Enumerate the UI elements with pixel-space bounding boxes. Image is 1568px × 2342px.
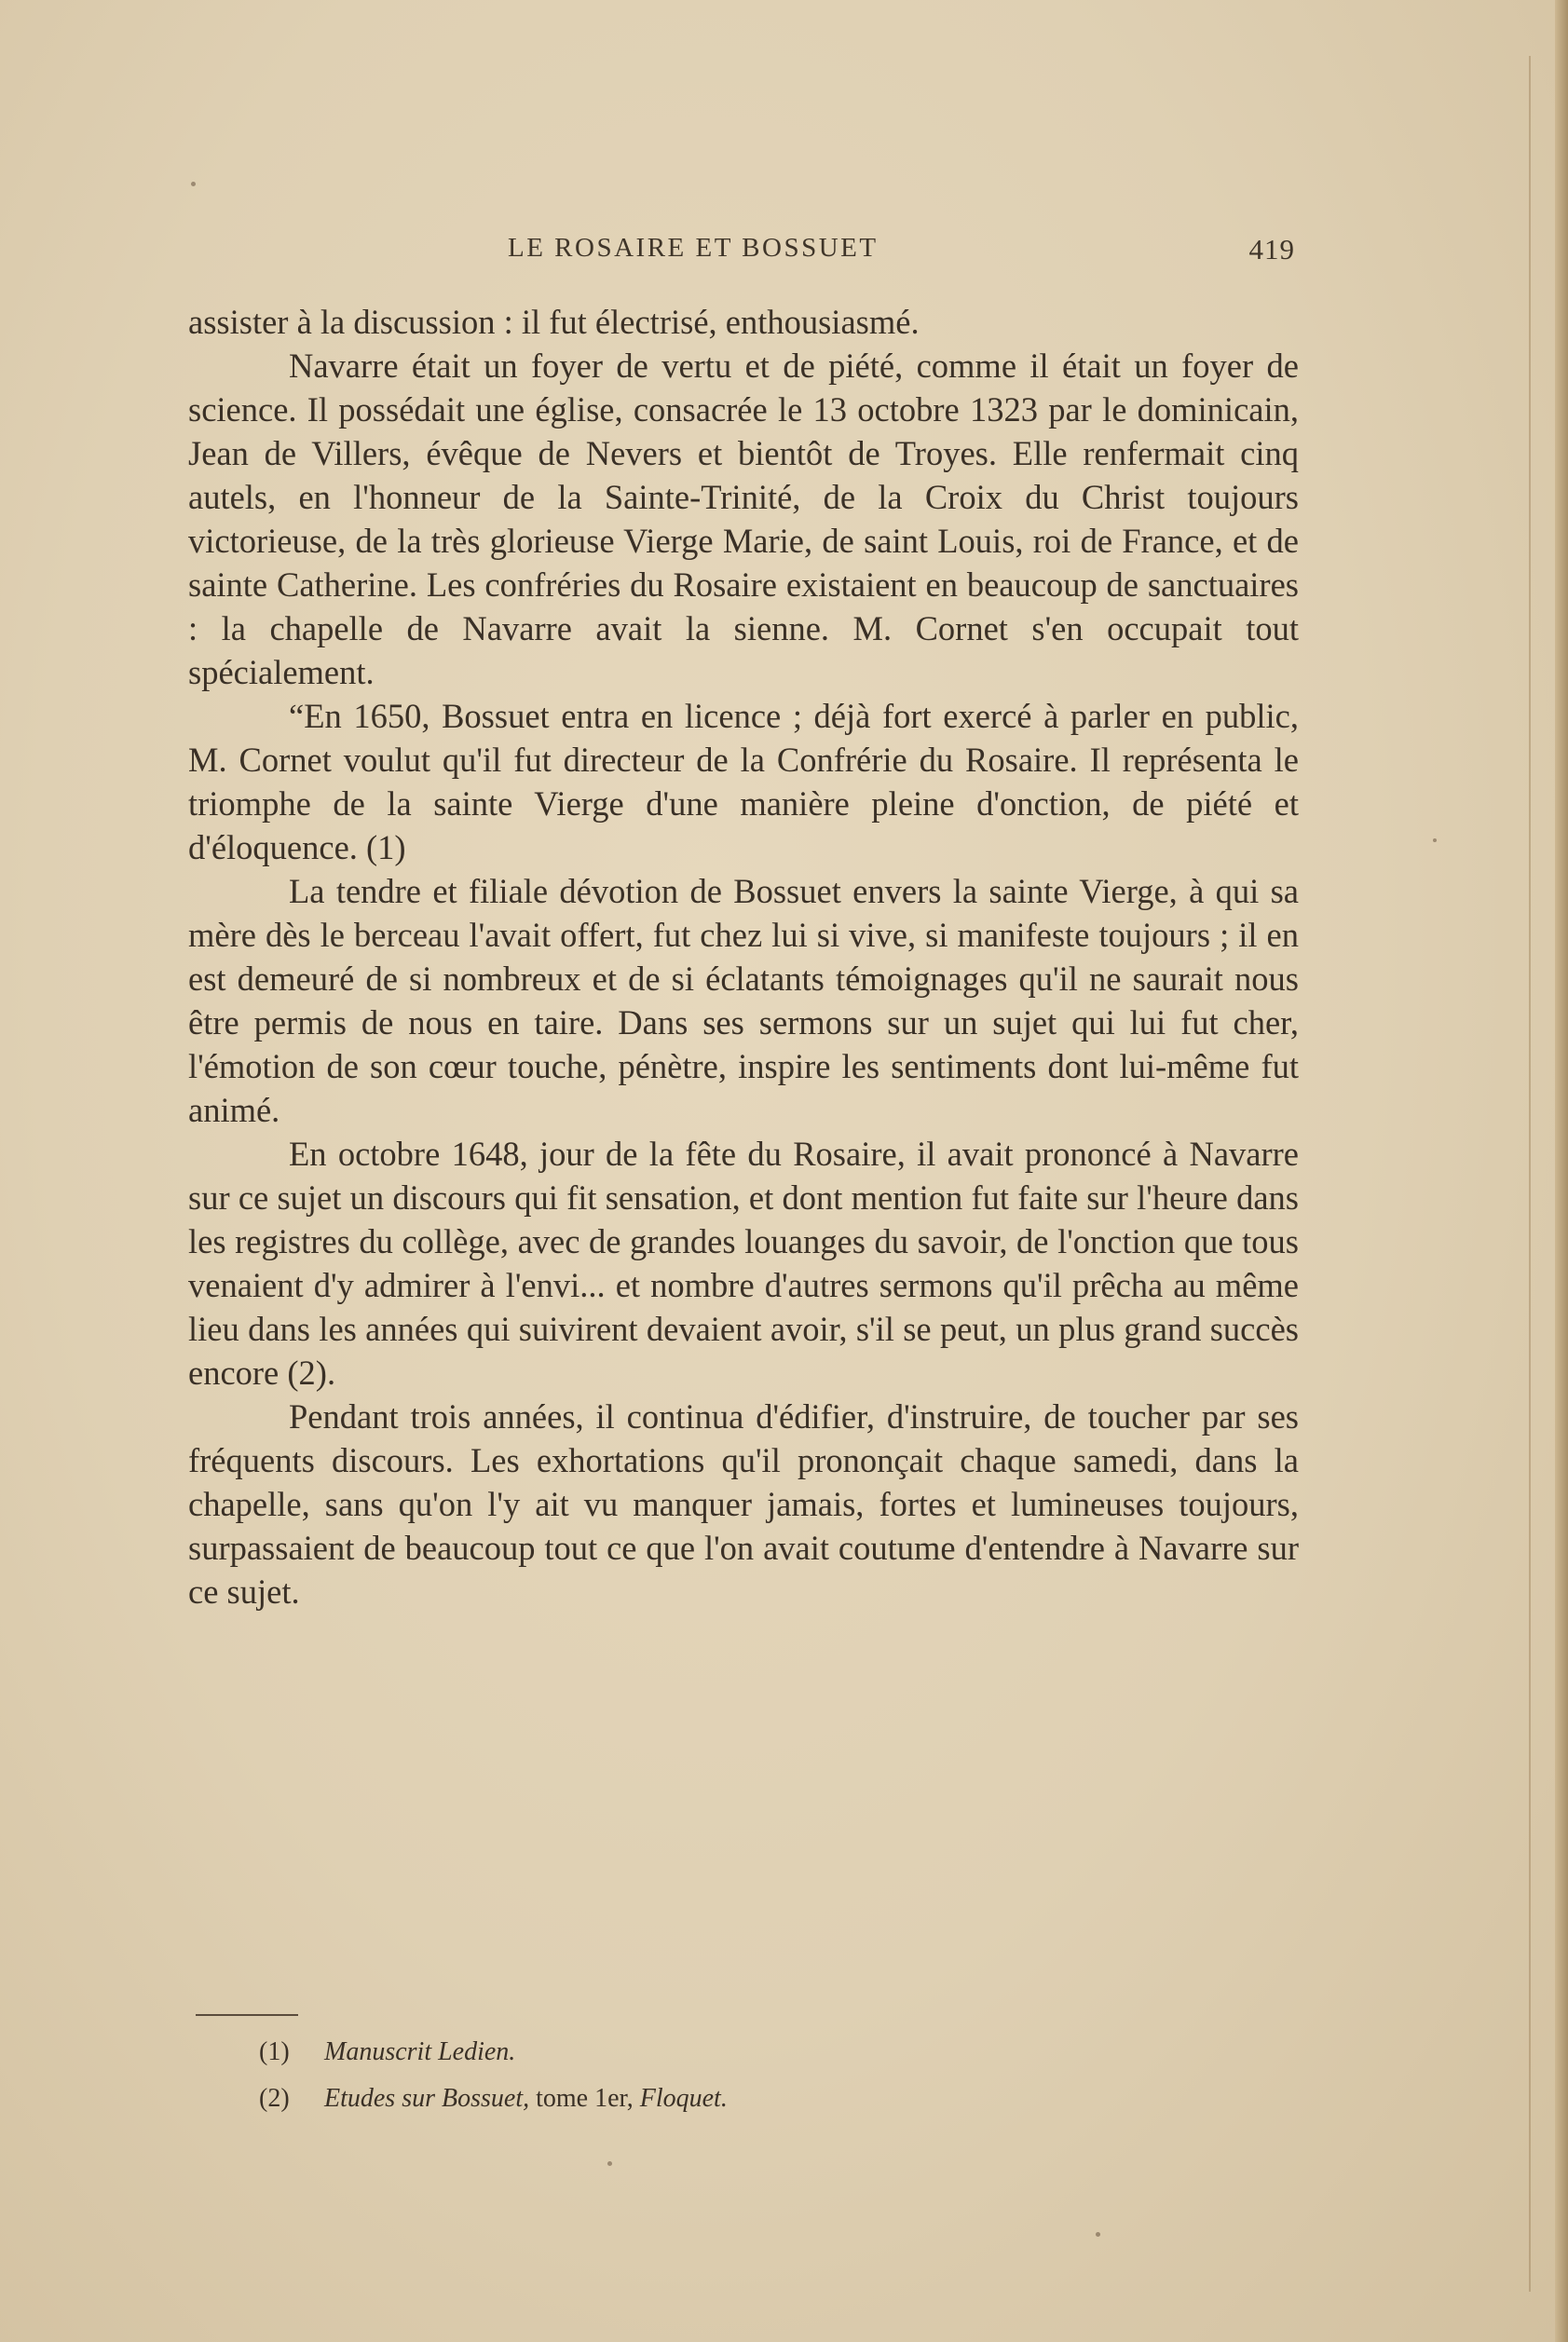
footnote-1 [259,2029,1098,2076]
paper-speck [607,2161,612,2166]
paper-speck [1096,2232,1100,2237]
page-fold-line [1529,56,1531,2292]
page-edge [1555,0,1568,2342]
footnote-rule [196,2014,298,2016]
main-text [188,300,1299,1614]
paragraph-5: En octobre 1648, jour de la fête du Rosaire, il avait prononcé à Navarre sur ce sujet un discours qui fit sensation, et dont mention fut faite sur l'heure dans les registres du collège, avec de grandes louanges du savoir, de l'onction que tous venaient d'y admirer à l'envi... et nombre d'autres sermons qu'il prêcha au même lieu dans les années qui suivirent devaient avoir, s'il se peut, un plus grand succès encore (2). [188,1135,1299,1392]
paragraph-3: “En 1650, Bossuet entra en licence ; déjà fort exercé à parler en public, M. Cornet voulut qu'il fut directeur de la Confrérie du Rosaire. Il représenta le triomphe de la sainte Vierge d'une manière pleine d'onction, de piété et d'éloquence. (1) [188,697,1299,866]
paragraph-1: assister à la discussion : il fut électrisé, enthousiasmé. [188,303,920,341]
footnote-author: Floquet. [639,2084,728,2113]
header-title: LE ROSAIRE ET BOSSUET [508,233,879,263]
running-header [186,233,1295,274]
paper-speck [191,182,196,186]
paragraph-6: Pendant trois années, il continua d'édifier, d'instruire, de toucher par ses fréquents discours. Les exhortations qu'il prononçait chaque samedi, dans la chapelle, sans qu'on l'y ait vu manquer jamais, fortes et lumineuses toujours, surpassaient de beaucoup tout ce que l'on avait coutume d'entendre à Navarre sur ce sujet. [188,1397,1299,1611]
footnote-number: (2) [259,2084,290,2113]
footnote-detail: tome 1er, [529,2084,640,2113]
footnote-source: Etudes sur Bossuet, [324,2084,530,2113]
paper-speck [1433,838,1437,842]
footnote-source: Manuscrit Ledien. [324,2037,516,2066]
footnote-2 [259,2076,1098,2122]
footnote-number: (1) [259,2037,290,2066]
footnotes [259,2029,1098,2122]
paragraph-2: Navarre était un foyer de vertu et de piété, comme il était un foyer de science. Il possédait une église, consacrée le 13 octobre 1323 par le dominicain, Jean de Villers, évêque de Nevers et bientôt de Troyes. Elle renfermait cinq autels, en l'honneur de la Sainte-Trinité, de la Croix du Christ toujours victorieuse, de la très glorieuse Vierge Marie, de saint Louis, roi de France, et de sainte Catherine. Les confréries du Rosaire existaient en beaucoup de sanctuaires : la chapelle de Navarre avait la sienne. M. Cornet s'en occupait tout spécialement. [188,347,1299,691]
page-number: 419 [1248,233,1295,266]
paragraph-4: La tendre et filiale dévotion de Bossuet envers la sainte Vierge, à qui sa mère dès le berceau l'avait offert, fut chez lui si vive, si manifeste toujours ; il en est demeuré de si nombreux et de si éclatants témoignages qu'il ne saurait nous être permis de nous en taire. Dans ses sermons sur un sujet qui lui fut cher, l'émotion de son cœur touche, pénètre, inspire les sentiments dont lui-même fut animé. [188,872,1299,1129]
